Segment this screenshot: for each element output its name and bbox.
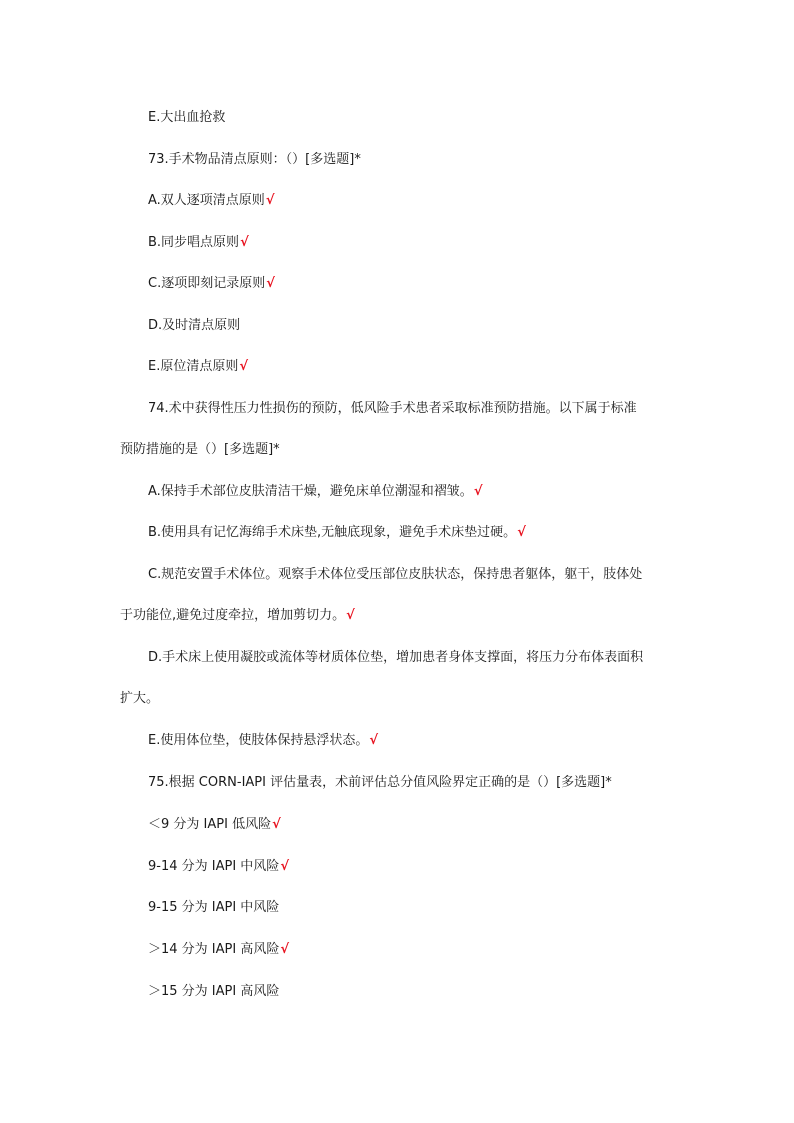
check-mark-icon: √: [280, 942, 290, 957]
option-line: D.手术床上使用凝胶或流体等材质体位垫，增加患者身体支撑面，将压力分布体表面积: [148, 650, 644, 665]
option-line: E.大出血抢救: [148, 110, 226, 125]
option-line: C.逐项即刻记录原则√: [148, 276, 275, 291]
check-mark-icon: √: [240, 235, 249, 250]
option-line-continued: 于功能位,避免过度牵拉，增加剪切力。√: [120, 608, 355, 623]
option-line: D.及时清点原则: [148, 318, 241, 333]
check-mark-icon: √: [369, 733, 379, 748]
option-line: E.使用体位垫，使肢体保持悬浮状态。√: [148, 733, 379, 748]
option-line: B.同步唱点原则√: [148, 235, 249, 250]
check-mark-icon: √: [265, 193, 275, 208]
option-line: 9-15 分为 IAPI 中风险: [148, 900, 280, 915]
check-mark-icon: √: [346, 608, 355, 623]
question-74-continued: 预防措施的是（）[多选题]*: [120, 442, 280, 457]
question-74: 74.术中获得性压力性损伤的预防，低风险手术患者采取标准预防措施。以下属于标准: [148, 401, 637, 416]
check-mark-icon: √: [517, 525, 526, 540]
check-mark-icon: √: [473, 484, 483, 499]
question-73: 73.手术物品清点原则：（）[多选题]*: [148, 152, 361, 167]
option-line: ＜9 分为 IAPI 低风险√: [148, 817, 281, 832]
option-line: C.规范安置手术体位。观察手术体位受压部位皮肤状态，保持患者躯体，躯干，肢体处: [148, 567, 643, 582]
check-mark-icon: √: [280, 859, 289, 874]
option-line-continued: 扩大。: [120, 691, 160, 706]
option-line: A.双人逐项清点原则√: [148, 193, 275, 208]
check-mark-icon: √: [272, 817, 281, 832]
check-mark-icon: √: [266, 276, 275, 291]
check-mark-icon: √: [239, 359, 249, 374]
option-line: ＞14 分为 IAPI 高风险√: [148, 942, 290, 957]
option-line: E.原位清点原则√: [148, 359, 249, 374]
option-line: B.使用具有记忆海绵手术床垫,无触底现象，避免手术床垫过硬。√: [148, 525, 526, 540]
question-75: 75.根据 CORN-IAPI 评估量表，术前评估总分值风险界定正确的是（）[多选题]*: [148, 775, 612, 790]
option-line: A.保持手术部位皮肤清洁干燥，避免床单位潮湿和褶皱。√: [148, 484, 483, 499]
option-line: ＞15 分为 IAPI 高风险: [148, 984, 280, 999]
option-line: 9-14 分为 IAPI 中风险√: [148, 859, 289, 874]
